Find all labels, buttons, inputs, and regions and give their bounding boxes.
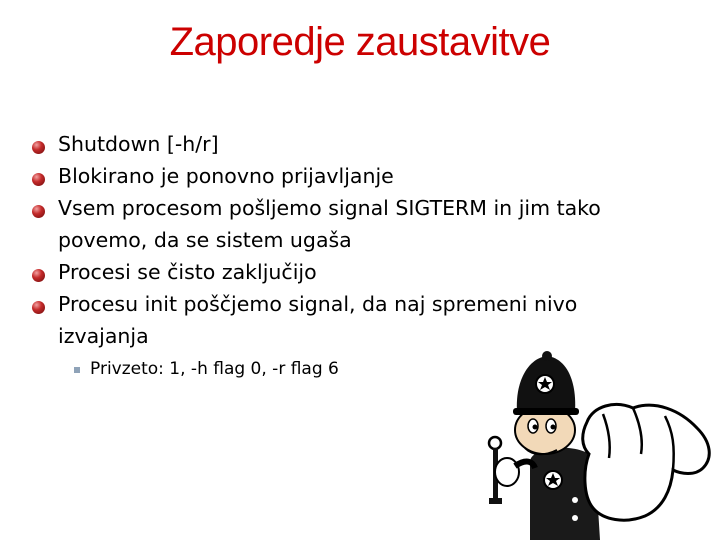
- bullet-text: Blokirano je ponovno prijavljanje: [58, 164, 394, 188]
- bullet-text: povemo, da se sistem ugaša: [58, 228, 352, 252]
- bullet-item: [30, 128, 650, 160]
- bullet-item: [30, 256, 650, 288]
- bullet-icon: [32, 173, 45, 186]
- policeman-illustration: [475, 350, 720, 540]
- slide-title: Zaporedje zaustavitve: [169, 20, 551, 64]
- bullet-item: [30, 192, 650, 256]
- bullet-text: Shutdown [-h/r]: [58, 132, 219, 156]
- bullet-text: Vsem procesom pošljemo signal SIGTERM in jim tako: [58, 196, 601, 220]
- sub-bullet-icon: [74, 367, 80, 373]
- bullet-icon: [32, 205, 45, 218]
- bullet-icon: [32, 269, 45, 282]
- bullet-text: Procesi se čisto zaključijo: [58, 260, 317, 284]
- bullet-text: Procesu init poščjemo signal, da naj spremeni nivo: [58, 292, 578, 316]
- bullet-text: izvajanja: [58, 324, 149, 348]
- bullet-list: [30, 128, 650, 384]
- sub-bullet-text: Privzeto: 1, -h flag 0, -r flag 6: [90, 359, 339, 379]
- bullet-icon: [32, 141, 45, 154]
- bullet-icon: [32, 301, 45, 314]
- bullet-item: [30, 160, 650, 192]
